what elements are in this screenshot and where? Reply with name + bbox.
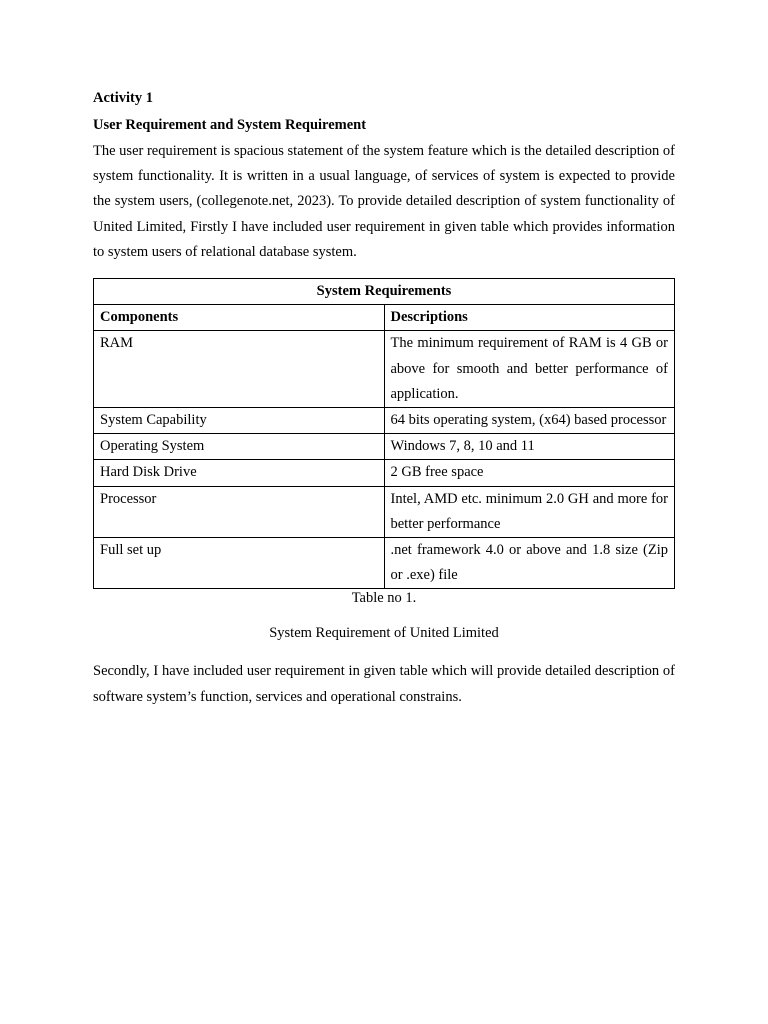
table-caption-number: Table no 1. (351, 590, 417, 607)
description-cell: The minimum requirement of RAM is 4 GB or above for smooth and better performance of application. (384, 331, 675, 408)
description-cell: Intel, AMD etc. minimum 2.0 GH and more for better performance (384, 486, 675, 537)
column-header-descriptions: Descriptions (384, 305, 675, 331)
table-header-row (94, 305, 675, 331)
table-title: System Requirements (94, 279, 675, 305)
activity-heading: Activity 1 (93, 90, 153, 106)
component-cell: System Capability (94, 408, 385, 434)
component-cell: RAM (94, 331, 385, 408)
table-row (94, 538, 675, 589)
system-requirements-table (93, 278, 675, 589)
intro-paragraph: The user requirement is spacious statement of the system feature which is the detailed description of system functionality. It is written in a usual language, of services of system is expected to provide the system users, (collegenote.net, 2023). To provide detailed description of system functionality of United Limited, Firstly I have included user requirement in given table which provides information to system users of relational database system. (93, 143, 675, 260)
table-row (94, 331, 675, 408)
description-cell: 64 bits operating system, (x64) based processor (384, 408, 675, 434)
closing-paragraph: Secondly, I have included user requirement in given table which will provide detailed description of software system’s function, services and operational constrains. (93, 663, 675, 705)
description-cell: 2 GB free space (384, 460, 675, 486)
table-caption-title: System Requirement of United Limited (269, 625, 499, 642)
column-header-components: Components (94, 305, 385, 331)
table-row (94, 486, 675, 537)
component-cell: Full set up (94, 538, 385, 589)
description-cell: .net framework 4.0 or above and 1.8 size (Zip or .exe) file (384, 538, 675, 589)
component-cell: Processor (94, 486, 385, 537)
description-cell: Windows 7, 8, 10 and 11 (384, 434, 675, 460)
table-row (94, 434, 675, 460)
table-row (94, 408, 675, 434)
component-cell: Operating System (94, 434, 385, 460)
table-row (94, 460, 675, 486)
document-page (93, 88, 675, 710)
component-cell: Hard Disk Drive (94, 460, 385, 486)
section-heading: User Requirement and System Requirement (93, 117, 367, 133)
table-title-row (94, 279, 675, 305)
